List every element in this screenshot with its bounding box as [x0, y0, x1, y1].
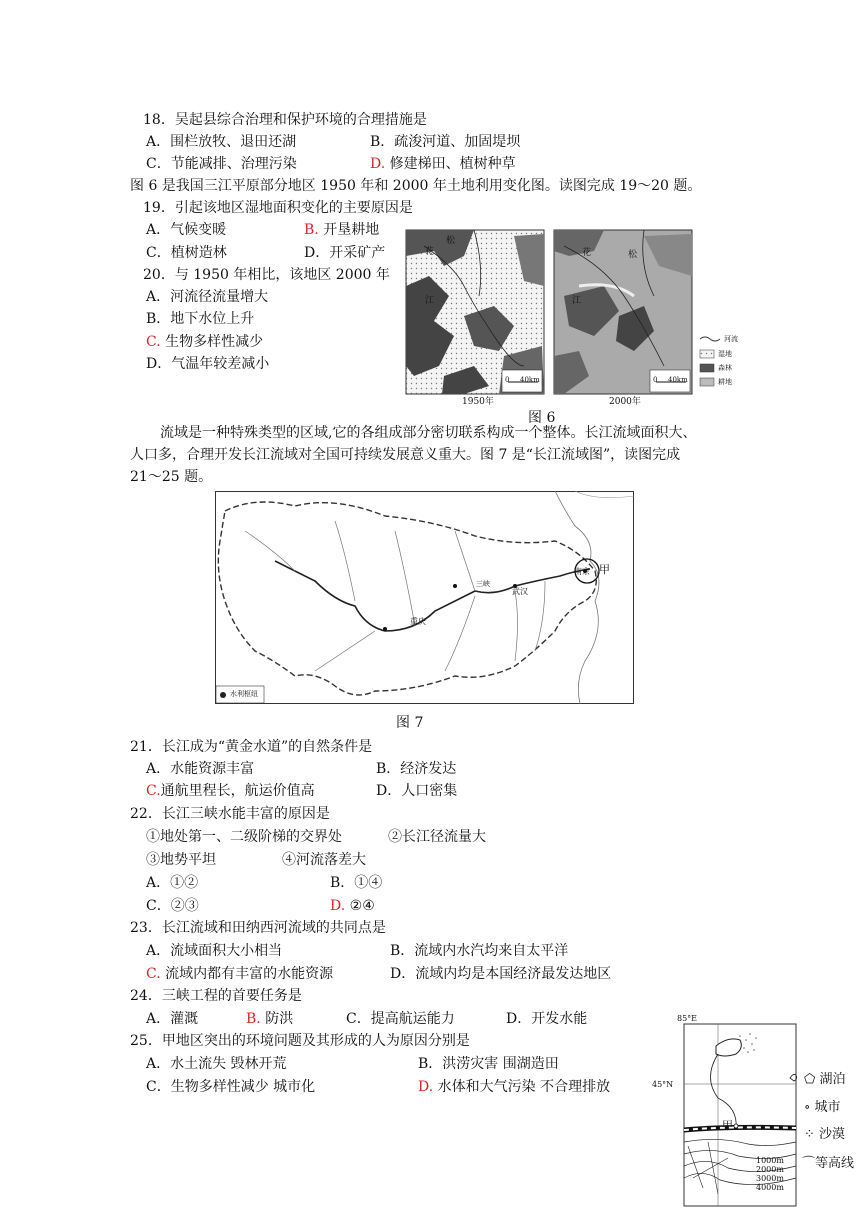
q21-option-c: C.通航里程长，航运价值高	[146, 783, 315, 799]
q19-stem: 19．引起该地区湿地面积变化的主要原因是	[143, 200, 413, 216]
desert-icon: ⁘	[804, 1127, 820, 1142]
figure-7-yangtze-basin-map	[215, 491, 634, 704]
legend-forest: 森林	[718, 364, 732, 372]
q21-stem: 21．长江成为“黄金水道”的自然条件是	[130, 739, 373, 755]
q23-stem: 23．长江流域和田纳西河流域的共同点是	[130, 920, 386, 936]
q24-option-d: D．开发水能	[506, 1011, 588, 1027]
city-nanjing: 南京	[574, 567, 590, 576]
contour-label: 4000m	[756, 1183, 784, 1192]
q22-stem: 22．长江三峡水能丰富的原因是	[130, 806, 330, 822]
city-chongqing: 重庆	[410, 617, 426, 626]
legend-city: ∘ 城市	[804, 1100, 841, 1115]
q24-option-a: A．灌溉	[146, 1011, 199, 1027]
q22-item-1: ①地处第一、二级阶梯的交界处	[146, 829, 342, 845]
q19-option-d: D．开采矿产	[304, 245, 386, 261]
q23-option-b: B．流域内水汽均来自太平洋	[390, 943, 569, 959]
q25-stem: 25．甲地区突出的环境问题及其形成的人为原因分别是	[130, 1033, 470, 1049]
answer-letter: D.	[370, 156, 386, 172]
fig6-intro: 图 6 是我国三江平原部分地区 1950 年和 2000 年土地利用变化图。读图完成 19～20 题。	[130, 178, 702, 194]
answer-letter: D.	[330, 898, 346, 914]
q22-option-d: D. ②④	[330, 898, 375, 914]
q20-option-c: C. 生物多样性减少	[146, 334, 264, 350]
fig7-caption: 图 7	[396, 715, 424, 731]
legend-desert: ⁘ 沙漠	[804, 1127, 846, 1142]
latitude-label: 45°N	[652, 1080, 674, 1089]
q22-option-b: B．①④	[330, 875, 383, 891]
q24-option-c: C．提高航运能力	[346, 1011, 455, 1027]
q18-option-a: A．围栏放牧、退田还湖	[146, 134, 297, 150]
map-label: 松	[446, 236, 456, 246]
scale-zero: 0	[505, 376, 510, 384]
city-sanxia: 三峡	[476, 580, 490, 588]
q25-option-c: C．生物多样性减少 城市化	[146, 1079, 316, 1095]
q22-item-4: ④河流落差大	[282, 852, 366, 868]
passage-line-2: 人口多，合理开发长江流域对全国可持续发展意义重大。图 7 是“长江流域图”，读图完成	[130, 447, 681, 463]
q24-stem: 24．三峡工程的首要任务是	[130, 988, 302, 1004]
q20-option-a: A．河流径流量增大	[146, 289, 269, 305]
contour-icon: ⌒	[802, 1156, 816, 1171]
q19-option-c: C．植树造林	[146, 245, 227, 261]
legend-farmland: 耕地	[718, 378, 732, 386]
q21-option-a: A．水能资源丰富	[146, 761, 255, 777]
q22-item-3: ③地势平坦	[146, 852, 216, 868]
contour-label: 2000m	[756, 1165, 784, 1174]
map-label: 松	[628, 250, 638, 260]
answer-letter: C.	[146, 334, 161, 350]
q25-option-a: A．水土流失 毁林开荒	[146, 1056, 287, 1072]
city-wuhan: 武汉	[512, 587, 528, 596]
contour-label: 3000m	[756, 1174, 784, 1183]
scale-label: 40km	[520, 376, 540, 384]
q23-option-a: A．流域面积大小相当	[146, 943, 283, 959]
q20-option-d: D．气温年较差减小	[146, 356, 270, 372]
q22-item-2: ②长江径流量大	[388, 829, 486, 845]
q25-option-d: D. 水体和大气污染 不合理排放	[418, 1079, 611, 1095]
scale-label: 40km	[668, 376, 688, 384]
q18-option-c: C．节能减排、治理污染	[146, 156, 297, 172]
figure-6-land-use-maps	[404, 226, 744, 412]
label-jia: 甲	[599, 563, 610, 576]
map-label: 花	[425, 247, 435, 257]
fig6-caption: 图 6	[528, 410, 556, 426]
q18-option-b: B．疏浚河道、加固堤坝	[370, 134, 521, 150]
longitude-label: 85°E	[677, 1014, 698, 1023]
year-2000: 2000年	[609, 397, 641, 407]
q21-option-b: B．经济发达	[376, 761, 457, 777]
q25-option-b: B．洪涝灾害 围湖造田	[418, 1056, 559, 1072]
map-label: 江	[425, 296, 435, 306]
scale-zero: 0	[653, 376, 658, 384]
map-2000	[554, 230, 692, 394]
q21-option-d: D．人口密集	[376, 783, 458, 799]
answer-letter: B.	[304, 222, 319, 238]
year-1950: 1950年	[462, 397, 494, 407]
fig6-legend	[700, 337, 720, 386]
q22-option-c: C．②③	[146, 898, 199, 914]
q23-option-c: C. 流域内都有丰富的水能资源	[146, 966, 334, 982]
legend-river: 河流	[724, 335, 738, 343]
city-icon: ∘	[804, 1100, 815, 1115]
q23-option-d: D．流域内均是本国经济最发达地区	[390, 966, 612, 982]
q20-stem: 20．与 1950 年相比，该地区 2000 年	[143, 267, 390, 283]
q19-option-a: A．气候变暖	[146, 222, 227, 238]
answer-letter: C.	[146, 783, 161, 799]
contour-label: 1000m	[756, 1156, 784, 1165]
legend-wetland: 湿地	[718, 350, 732, 358]
passage-line-1: 流域是一种特殊类型的区域,它的各组成部分密切联系构成一个整体。长江流域面积大、	[160, 425, 697, 441]
q22-option-a: A．①②	[146, 875, 199, 891]
q19-option-b: B. 开垦耕地	[304, 222, 380, 238]
answer-letter: C.	[146, 966, 161, 982]
map-label: 江	[572, 296, 582, 306]
lake-icon: ⬠	[804, 1072, 820, 1087]
q18-option-d: D. 修建梯田、植树种草	[370, 156, 516, 172]
map-label: 花	[582, 248, 592, 258]
answer-letter: B.	[246, 1011, 261, 1027]
legend-hydro-hub: 水利枢纽	[230, 690, 258, 698]
legend-lake: ⬠ 湖泊	[804, 1072, 846, 1087]
q20-option-b: B．地下水位上升	[146, 311, 255, 327]
label-jia: 甲	[722, 1119, 733, 1132]
q18-stem: 18．吴起县综合治理和保护环境的合理措施是	[143, 112, 427, 128]
q24-option-b: B. 防洪	[246, 1011, 294, 1027]
legend-contour: ⌒等高线	[802, 1156, 855, 1171]
answer-letter: D.	[418, 1079, 434, 1095]
passage-line-3: 21～25 题。	[130, 469, 213, 485]
